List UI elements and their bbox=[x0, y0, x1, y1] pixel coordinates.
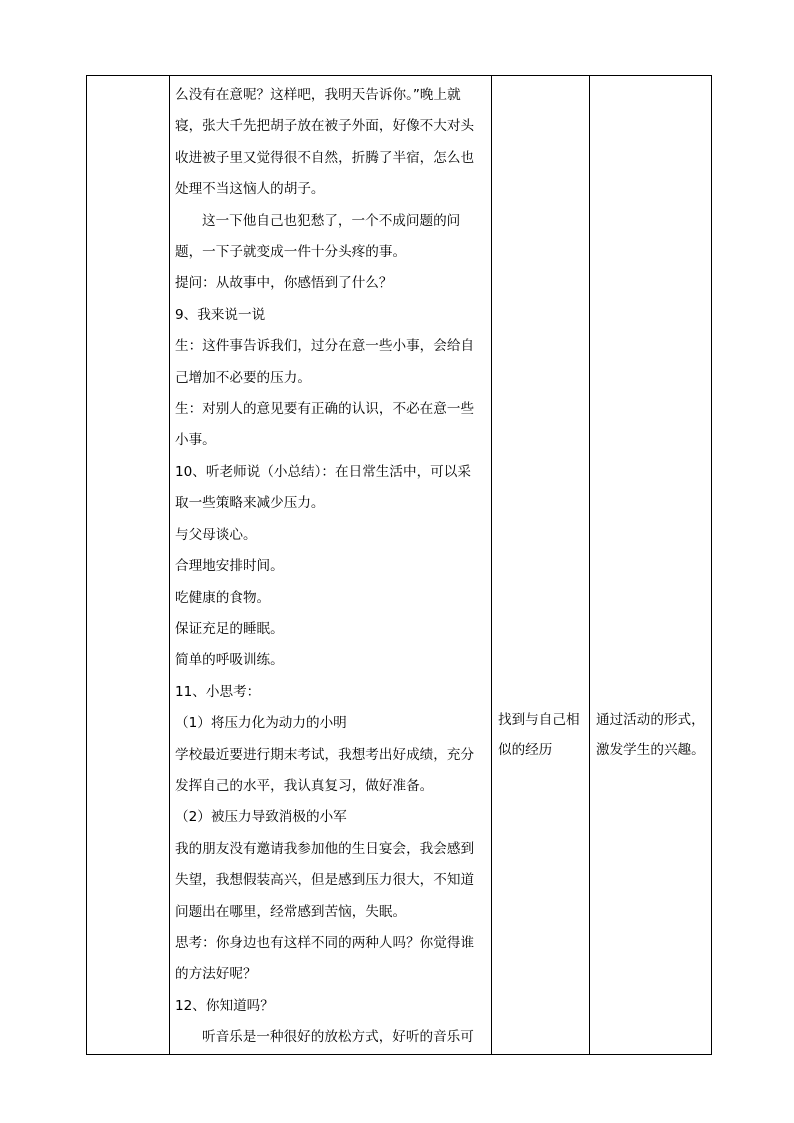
strategy-item: 简单的呼吸训练。 bbox=[175, 652, 284, 669]
section-heading: 9、我来说一说 bbox=[175, 306, 266, 323]
design-intent-line: 激发学生的兴趣。 bbox=[596, 742, 705, 758]
design-intent-text bbox=[590, 705, 711, 765]
process-line: 小事。 bbox=[175, 432, 216, 449]
design-intent-cell bbox=[590, 76, 712, 1055]
strategy-item: 合理地安排时间。 bbox=[175, 558, 284, 575]
student-activity-cell bbox=[492, 76, 590, 1055]
lesson-plan-table bbox=[86, 75, 712, 1055]
process-line: 失望，我想假装高兴，但是感到压力很大，不知道 bbox=[175, 872, 475, 889]
process-line: 问题出在哪里，经常感到苦恼，失眠。 bbox=[175, 903, 407, 920]
process-line: 生：对别人的意见要有正确的认识，不必在意一些 bbox=[175, 401, 475, 418]
question-line: 思考：你身边也有这样不同的两种人吗？你觉得谁 bbox=[175, 934, 475, 951]
section-heading: 11、小思考： bbox=[175, 683, 261, 700]
teaching-process-cell bbox=[170, 76, 492, 1055]
process-line: 题，一下子就变成一件十分头疼的事。 bbox=[175, 244, 407, 261]
strategy-item: 与父母谈心。 bbox=[175, 526, 257, 543]
student-activity-line: 找到与自己相 bbox=[498, 712, 580, 728]
process-line: 己增加不必要的压力。 bbox=[175, 369, 311, 386]
strategy-item: 保证充足的睡眠。 bbox=[175, 620, 284, 637]
process-line: 这一下他自己也犯愁了，一个不成问题的问 bbox=[202, 212, 461, 229]
process-line: 收进被子里又觉得很不自然，折腾了半宿，怎么也 bbox=[175, 149, 475, 166]
process-line: 寝，张大千先把胡子放在被子外面，好像不大对头 bbox=[175, 118, 475, 135]
case-title: （2）被压力导致消极的小军 bbox=[175, 809, 347, 826]
table-row bbox=[87, 76, 712, 1055]
design-intent-line: 通过活动的形式， bbox=[596, 712, 705, 728]
question-line: 提问：从故事中，你感悟到了什么？ bbox=[175, 275, 393, 292]
process-line: 的方法好呢？ bbox=[175, 966, 257, 983]
process-line: 么没有在意呢？这样吧，我明天告诉你。”晚上就 bbox=[175, 87, 461, 103]
student-activity-text bbox=[492, 705, 589, 765]
strategy-item: 吃健康的食物。 bbox=[175, 589, 271, 606]
process-line: 我的朋友没有邀请我参加他的生日宴会，我会感到 bbox=[175, 840, 475, 857]
stage-cell bbox=[87, 76, 170, 1055]
process-line: 听音乐是一种很好的放松方式，好听的音乐可 bbox=[202, 1029, 474, 1046]
process-line: 发挥自己的水平，我认真复习，做好准备。 bbox=[175, 777, 434, 794]
process-line: 处理不当这恼人的胡子。 bbox=[175, 181, 325, 198]
process-line: 生：这件事告诉我们，过分在意一些小事，会给自 bbox=[175, 338, 475, 355]
process-line: 取一些策略来减少压力。 bbox=[175, 495, 325, 512]
student-activity-line: 似的经历 bbox=[498, 742, 553, 758]
section-heading: 12、你知道吗？ bbox=[175, 997, 274, 1014]
process-line: 学校最近要进行期末考试，我想考出好成绩，充分 bbox=[175, 746, 475, 763]
section-heading: 10、听老师说（小总结）：在日常生活中，可以采 bbox=[175, 463, 471, 480]
case-title: （1）将压力化为动力的小明 bbox=[175, 715, 347, 732]
